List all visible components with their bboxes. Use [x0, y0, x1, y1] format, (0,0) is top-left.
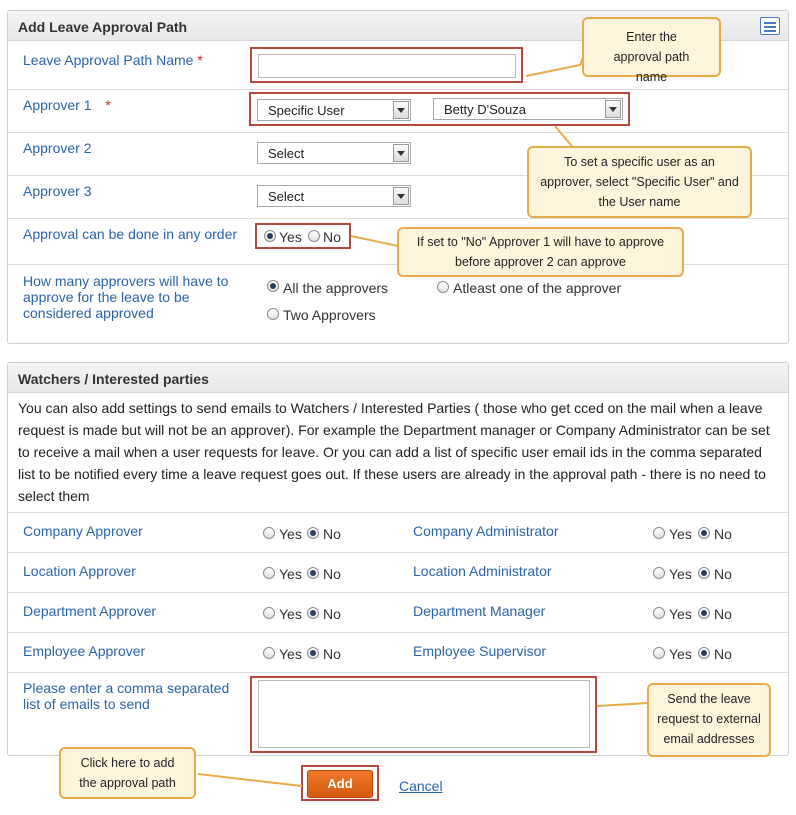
any-order-no-label: No: [323, 229, 341, 245]
approver3-label: Approver 3: [23, 183, 92, 199]
cancel-link[interactable]: Cancel: [399, 778, 443, 794]
callout-any-order: If set to "No" Approver 1 will have to approve before approver 2 can approve: [397, 227, 684, 277]
approver1-highlight: [249, 92, 630, 126]
approver3-select[interactable]: Select: [257, 185, 411, 207]
location-approver-label: Location Approver: [23, 563, 136, 579]
company-approver-label: Company Approver: [23, 523, 143, 539]
employee-supervisor-no-radio[interactable]: [698, 647, 710, 659]
employee-supervisor-label: Employee Supervisor: [413, 643, 547, 659]
location-approver-yes-radio[interactable]: [263, 567, 275, 579]
no-text: No: [714, 646, 732, 662]
panel-title: Add Leave Approval Path: [8, 11, 788, 41]
approver1-label: Approver 1 *: [23, 97, 111, 113]
no-text: No: [714, 566, 732, 582]
company-admin-label: Company Administrator: [413, 523, 559, 539]
employee-approver-yes-radio[interactable]: [263, 647, 275, 659]
yes-text: Yes: [669, 646, 692, 662]
employee-supervisor-yes-radio[interactable]: [653, 647, 665, 659]
no-text: No: [323, 526, 341, 542]
callout-emails: Send the leave request to external email addresses: [647, 683, 771, 757]
how-many-label: How many approvers will have to approve for the leave to be considered approved: [23, 273, 229, 321]
callout-add: Click here to add the approval path: [59, 747, 196, 799]
emails-label: Please enter a comma separated list of emails to send: [23, 680, 230, 712]
no-text: No: [323, 606, 341, 622]
connector-add: [198, 774, 302, 786]
list-view-icon[interactable]: [760, 17, 780, 35]
location-admin-no-radio[interactable]: [698, 567, 710, 579]
location-admin-yes-radio[interactable]: [653, 567, 665, 579]
yes-text: Yes: [279, 646, 302, 662]
watchers-title: Watchers / Interested parties: [8, 363, 788, 393]
two-approvers-label: Two Approvers: [283, 307, 376, 323]
department-approver-no-radio[interactable]: [307, 607, 319, 619]
employee-approver-no-radio[interactable]: [307, 647, 319, 659]
company-approver-no-radio[interactable]: [307, 527, 319, 539]
department-manager-label: Department Manager: [413, 603, 546, 619]
approver1-user-select[interactable]: Betty D'Souza: [433, 98, 623, 120]
employee-approver-label: Employee Approver: [23, 643, 146, 659]
location-admin-label: Location Administrator: [413, 563, 552, 579]
yes-text: Yes: [279, 566, 302, 582]
department-manager-no-radio[interactable]: [698, 607, 710, 619]
add-button-highlight: [301, 765, 379, 801]
callout-path-name: Enter the approval path name: [582, 17, 721, 77]
yes-text: Yes: [279, 526, 302, 542]
atleast-one-label: Atleast one of the approver: [453, 280, 622, 296]
two-approvers-radio[interactable]: [267, 308, 279, 320]
company-approver-yes-radio[interactable]: [263, 527, 275, 539]
any-order-yes-label: Yes: [279, 229, 302, 245]
location-approver-no-radio[interactable]: [307, 567, 319, 579]
no-text: No: [714, 606, 732, 622]
company-admin-no-radio[interactable]: [698, 527, 710, 539]
all-approvers-label: All the approvers: [283, 280, 389, 296]
company-admin-yes-radio[interactable]: [653, 527, 665, 539]
atleast-one-radio[interactable]: [437, 281, 449, 293]
emails-highlight: [250, 676, 597, 753]
path-name-label: Leave Approval Path Name *: [23, 52, 203, 68]
no-text: No: [714, 526, 732, 542]
callout-approver: To set a specific user as an approver, select "Specific User" and the User name: [527, 146, 752, 218]
path-name-highlight: [250, 47, 523, 83]
no-text: No: [323, 566, 341, 582]
any-order-label: Approval can be done in any order: [23, 226, 238, 242]
add-button[interactable]: Add: [307, 770, 373, 798]
approver2-select[interactable]: Select: [257, 142, 411, 164]
yes-text: Yes: [669, 566, 692, 582]
department-approver-yes-radio[interactable]: [263, 607, 275, 619]
yes-text: Yes: [669, 606, 692, 622]
approver1-type-select[interactable]: Specific User: [257, 99, 411, 121]
no-text: No: [323, 646, 341, 662]
watchers-description: You can also add settings to send emails to Watchers / Interested Parties ( those who get cced on the mail when a leave request is made but will not be an approver). For example the Department manager or Company Administrator can be set to receive a mail when a user requests for leave. Or you can add a list of specific user email ids in the comma separated list to be notified every time a leave request goes out. If these users are already in the approval path - there is no need to select them: [18, 400, 770, 504]
yes-text: Yes: [279, 606, 302, 622]
all-approvers-radio[interactable]: [267, 280, 279, 292]
department-approver-label: Department Approver: [23, 603, 157, 619]
any-order-highlight: [255, 223, 351, 249]
approver2-label: Approver 2: [23, 140, 92, 156]
department-manager-yes-radio[interactable]: [653, 607, 665, 619]
yes-text: Yes: [669, 526, 692, 542]
